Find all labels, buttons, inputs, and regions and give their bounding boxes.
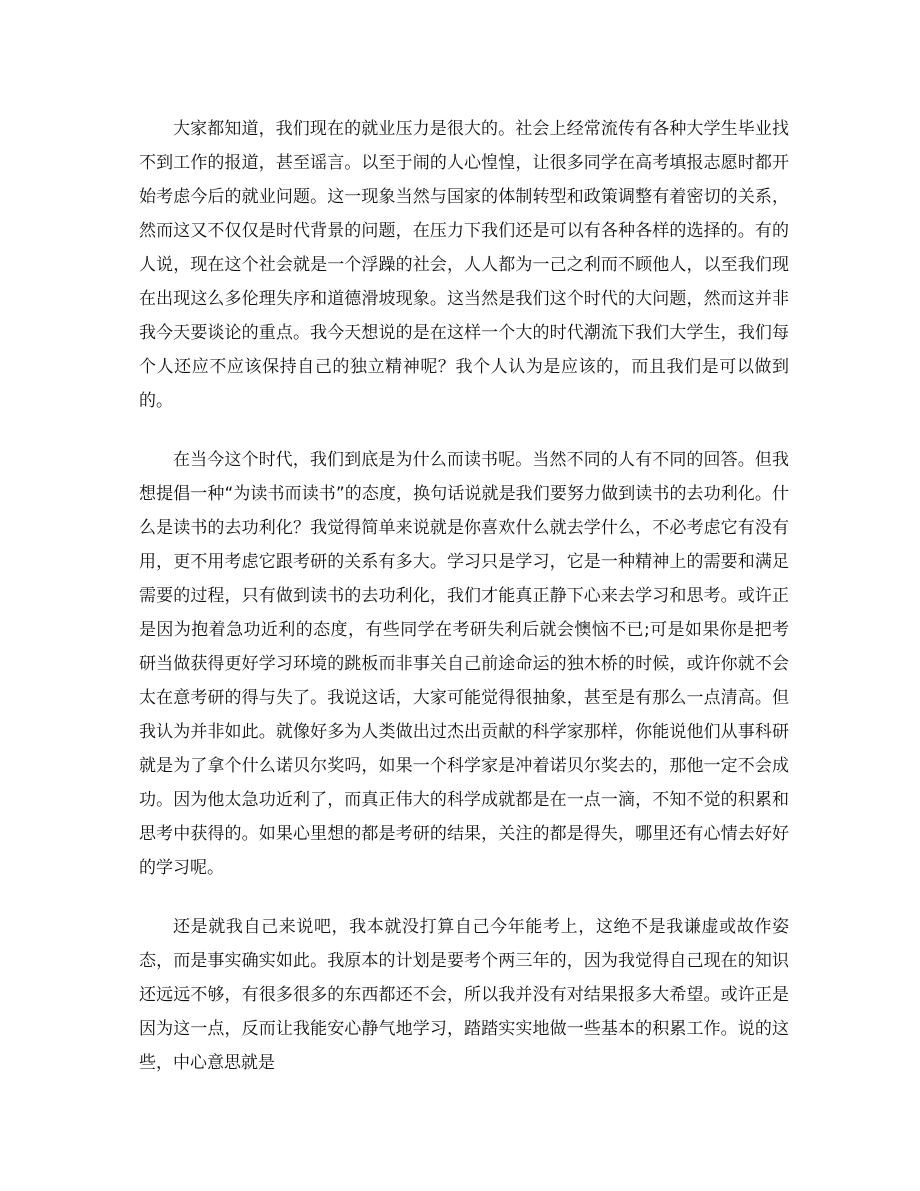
paragraph-1: 大家都知道，我们现在的就业压力是很大的。社会上经常流传有各种大学生毕业找不到工作的报道，甚至谣言。以至于闹的人心惶惶，让很多同学在高考填报志愿时都开始考虑今后的就业问题。这一现象当然与国家的体制转型和政策调整有着密切的关系，然而这又不仅仅是时代背景的问题，在压力下我们还是可以有各种各样的选择的。有的人说，现在这个社会就是一个浮躁的社会，人人都为一己之利而不顾他人，以至我们现在出现这么多伦理失序和道德滑坡现象。这当然是我们这个时代的大问题，然而这并非我今天要谈论的重点。我今天想说的是在这样一个大的时代潮流下我们大学生，我们每个人还应不应该保持自己的独立精神呢？我个人认为是应该的，而且我们是可以做到的。 bbox=[139, 119, 789, 411]
paragraph-2: 在当今这个时代，我们到底是为什么而读书呢。当然不同的人有不同的回答。但我想提倡一种“为读书而读书”的态度，换句话说就是我们要努力做到读书的去功利化。什么是读书的去功利化？我觉得简单来说就是你喜欢什么就去学什么，不必考虑它有没有用，更不用考虑它跟考研的关系有多大。学习只是学习，它是一种精神上的需要和满足需要的过程，只有做到读书的去功利化，我们才能真正静下心来去学习和思考。或许正是因为抱着急功近利的态度，有些同学在考研失利后就会懊恼不已;可是如果你是把考研当做获得更好学习环境的跳板而非事关自己前途命运的独木桥的时候，或许你就不会太在意考研的得与失了。我说这话，大家可能觉得很抽象，甚至是有那么一点清高。但我认为并非如此。就像好多为人类做出过杰出贡献的科学家那样，你能说他们从事科研就是为了拿个什么诺贝尔奖吗，如果一个科学家是冲着诺贝尔奖去的，那他一定不会成功。因为他太急功近利了，而真正伟大的科学成就都是在一点一滴，不知不觉的积累和思考中获得的。如果心里想的都是考研的结果，关注的都是得失，哪里还有心情去好好的学习呢。 bbox=[139, 450, 789, 878]
document-body bbox=[139, 112, 789, 1105]
paragraph-3: 还是就我自己来说吧，我本就没打算自己今年能考上，这绝不是我谦虚或故作姿态，而是事实确实如此。我原本的计划是要考个两三年的，因为我觉得自己现在的知识还远远不够，有很多很多的东西都还不会，所以我并没有对结果报多大希望。或许正是因为这一点，反而让我能安心静气地学习，踏踏实实地做一些基本的积累工作。说的这些，中心意思就是 bbox=[139, 917, 789, 1073]
